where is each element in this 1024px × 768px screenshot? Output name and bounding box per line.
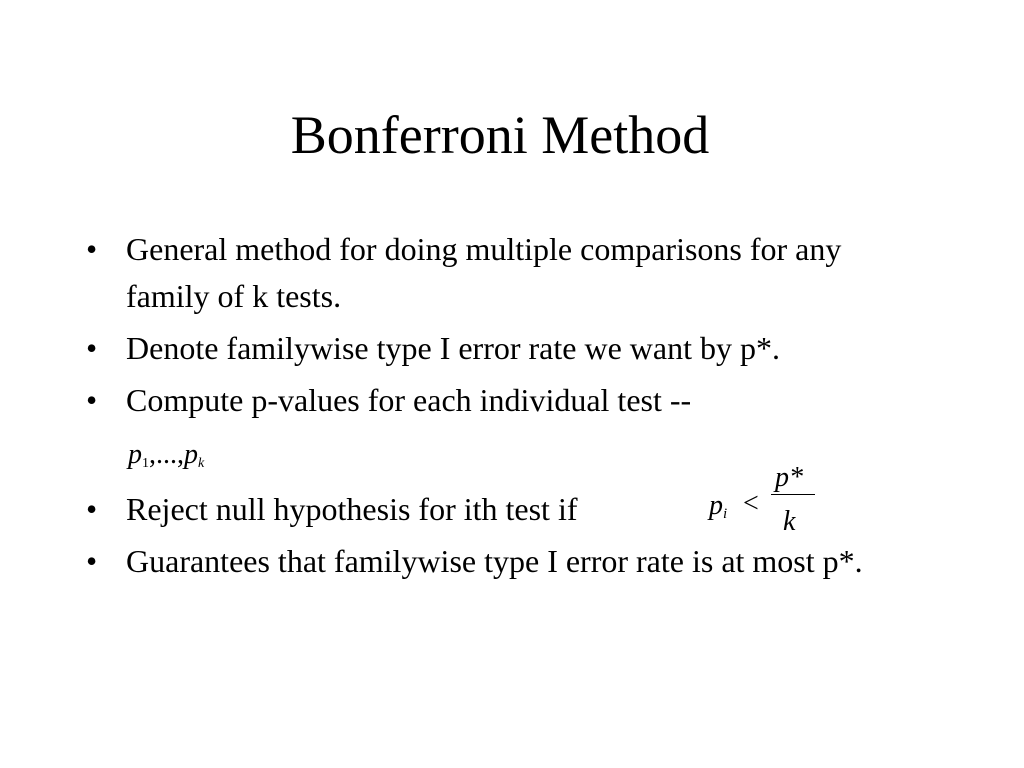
bullet-icon: •: [86, 491, 98, 527]
pvalue-first-subscript: 1: [142, 456, 149, 471]
rule-denominator: k: [783, 506, 796, 537]
bullet-text: Denote familywise type I error rate we want by p*.: [126, 330, 780, 366]
pvalue-last-subscript: k: [198, 456, 205, 471]
bullet-item: [86, 377, 916, 424]
rule-fraction-bar: [771, 494, 815, 495]
bullet-text: Guarantees that familywise type I error rate is at most p*.: [126, 543, 863, 579]
rule-numerator: p*: [775, 462, 803, 493]
bullet-item: [86, 538, 916, 585]
rule-lhs-subscript: i: [723, 506, 728, 522]
rule-less-than: <: [743, 488, 759, 519]
rule-lhs-p: p: [709, 490, 723, 521]
bullet-list: [86, 226, 916, 585]
rule-lhs: [709, 482, 727, 538]
bullet-icon: •: [86, 543, 98, 579]
bullet-item: [86, 325, 916, 372]
bullet-icon: •: [86, 330, 98, 366]
bullet-text: Compute p-values for each individual test --: [126, 382, 692, 418]
pvalue-ellipsis: ,...,: [149, 439, 184, 470]
bullet-icon: •: [86, 382, 98, 418]
bullet-text: General method for doing multiple comparisons for any family of k tests.: [126, 231, 842, 314]
bullet-item: [86, 226, 916, 320]
pvalue-p-last: p: [184, 439, 198, 470]
slide-title: Bonferroni Method: [290, 105, 710, 165]
bullet-item: [86, 462, 916, 537]
bullet-icon: •: [86, 231, 98, 267]
rejection-rule-equation: [709, 458, 829, 538]
pvalue-p-first: p: [128, 439, 142, 470]
bullet-text: Reject null hypothesis for ith test if: [126, 491, 578, 527]
